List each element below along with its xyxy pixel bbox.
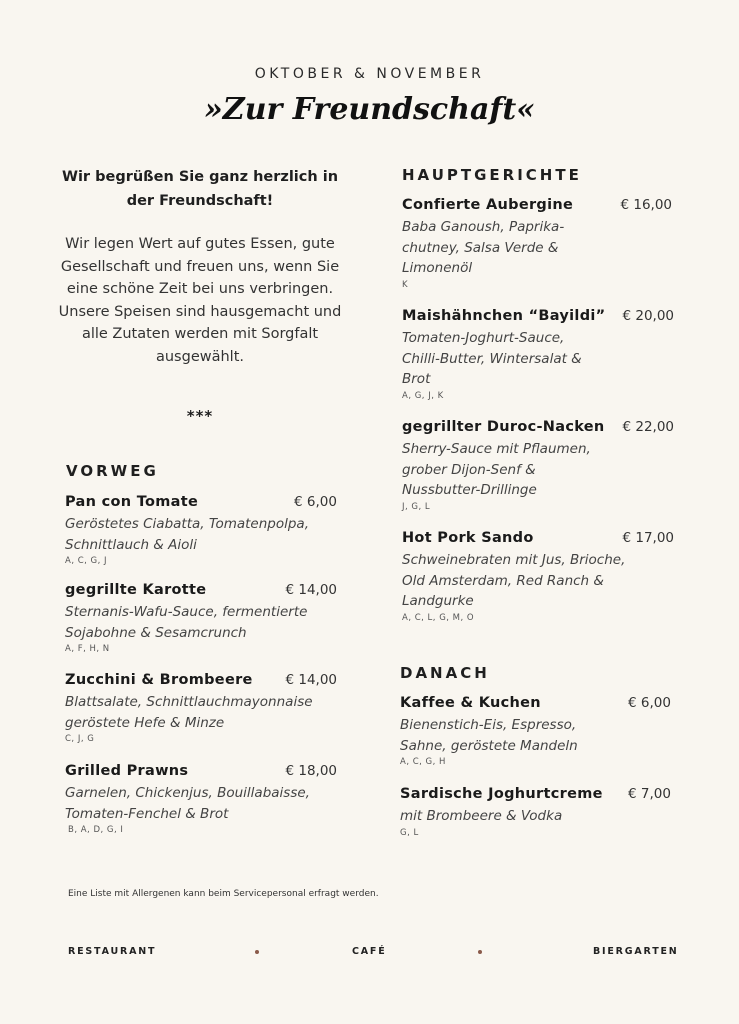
item-price: € 16,00 [620,197,672,213]
footer-dot-icon [255,950,259,954]
item-allergens: A, F, H, N [65,644,110,654]
separator-stars: *** [186,407,214,425]
menu-item-confierte-aubergine [402,197,672,290]
item-name: Maishähnchen “Bayildi” [402,308,606,324]
intro-text: Wir legen Wert auf gutes Essen, gute Gesellschaft und freuen uns, wenn Sie eine schöne Zeit bei uns verbringen. Unsere Speisen sind hausgemacht und alle Zutaten werden mit Sorgfalt ausgewählt. [58,236,342,365]
item-allergens: B, A, D, G, I [68,825,124,835]
menu-title: »Zur Freundschaft« [204,92,535,127]
footer-restaurant: RESTAURANT [68,946,157,957]
intro-greeting: Wir begrüßen Sie ganz herzlich in der Freundschaft! [61,169,339,209]
menu-item-pan-con-tomate [65,494,337,566]
footer-cafe: CAFÉ [352,946,387,957]
item-price: € 22,00 [622,419,674,435]
menu-item-hot-pork-sando [402,530,674,623]
item-allergens: A, G, J, K [402,390,444,401]
menu-item-sardische-joghurtcreme [400,786,671,838]
item-description: Garnelen, Chickenjus, Bouillabaisse, Tomaten-Fenchel & Brot [65,785,310,822]
menu-item-duroc-nacken [402,419,674,512]
item-description: Baba Ganoush, Paprika-chutney, Salsa Verde & Limonenöl [402,219,565,276]
menu-item-kaffee-kuchen [400,695,671,767]
item-price: € 7,00 [628,786,671,802]
item-description: Tomaten-Joghurt-Sauce, Chilli-Butter, Wintersalat & Brot [402,330,582,387]
item-allergens: A, C, L, G, M, O [402,612,475,623]
item-description: Bienenstich-Eis, Espresso, Sahne, geröstete Mandeln [400,717,578,754]
allergen-note: Eine Liste mit Allergenen kann beim Servicepersonal erfragt werden. [68,889,379,899]
item-description: Blattsalate, Schnittlauchmayonnaise geröstete Hefe & Minze [65,694,313,731]
item-price: € 18,00 [285,763,337,779]
menu-item-zucchini-brombeere [65,672,337,744]
item-price: € 14,00 [285,672,337,688]
item-name: gegrillte Karotte [65,582,207,598]
footer-dot-icon [478,950,482,954]
item-name: Kaffee & Kuchen [400,695,541,711]
item-allergens: A, C, G, H [400,757,446,767]
footer-biergarten: BIERGARTEN [593,946,679,957]
item-allergens: K [402,279,409,290]
menu-subtitle: OKTOBER & NOVEMBER [254,66,485,82]
item-allergens: J, G, L [402,501,431,512]
item-price: € 20,00 [622,308,674,324]
item-name: Hot Pork Sando [402,530,534,546]
item-name: Confierte Aubergine [402,197,574,213]
menu-item-grilled-prawns [65,763,337,835]
section-title-danach: DANACH [400,664,490,682]
item-price: € 6,00 [294,494,337,510]
item-allergens: C, J, G [65,734,95,744]
item-name: Pan con Tomate [65,494,199,510]
item-description: mit Brombeere & Vodka [400,808,563,824]
item-allergens: A, C, G, J [65,556,108,566]
item-price: € 14,00 [285,582,337,598]
item-description: Sherry-Sauce mit Pflaumen, grober Dijon-Senf & Nussbutter-Drillinge [402,441,591,498]
section-title-vorweg: VORWEG [66,462,159,480]
item-name: Grilled Prawns [65,763,189,779]
menu-item-gegrillte-karotte [65,582,337,654]
item-name: gegrillter Duroc-Nacken [402,419,605,435]
section-title-hauptgerichte: HAUPTGERICHTE [402,166,582,184]
item-description: Sternanis-Wafu-Sauce, fermentierte Sojabohne & Sesamcrunch [65,604,308,641]
menu-item-maishaehnchen [402,308,674,401]
item-allergens: G, L [400,827,419,838]
item-name: Sardische Joghurtcreme [400,786,603,802]
item-price: € 6,00 [628,695,671,711]
item-description: Geröstetes Ciabatta, Tomatenpolpa, Schnittlauch & Aioli [65,516,309,553]
item-price: € 17,00 [622,530,674,546]
item-name: Zucchini & Brombeere [65,672,253,688]
item-description: Schweinebraten mit Jus, Brioche, Old Amsterdam, Red Ranch & Landgurke [402,552,626,609]
